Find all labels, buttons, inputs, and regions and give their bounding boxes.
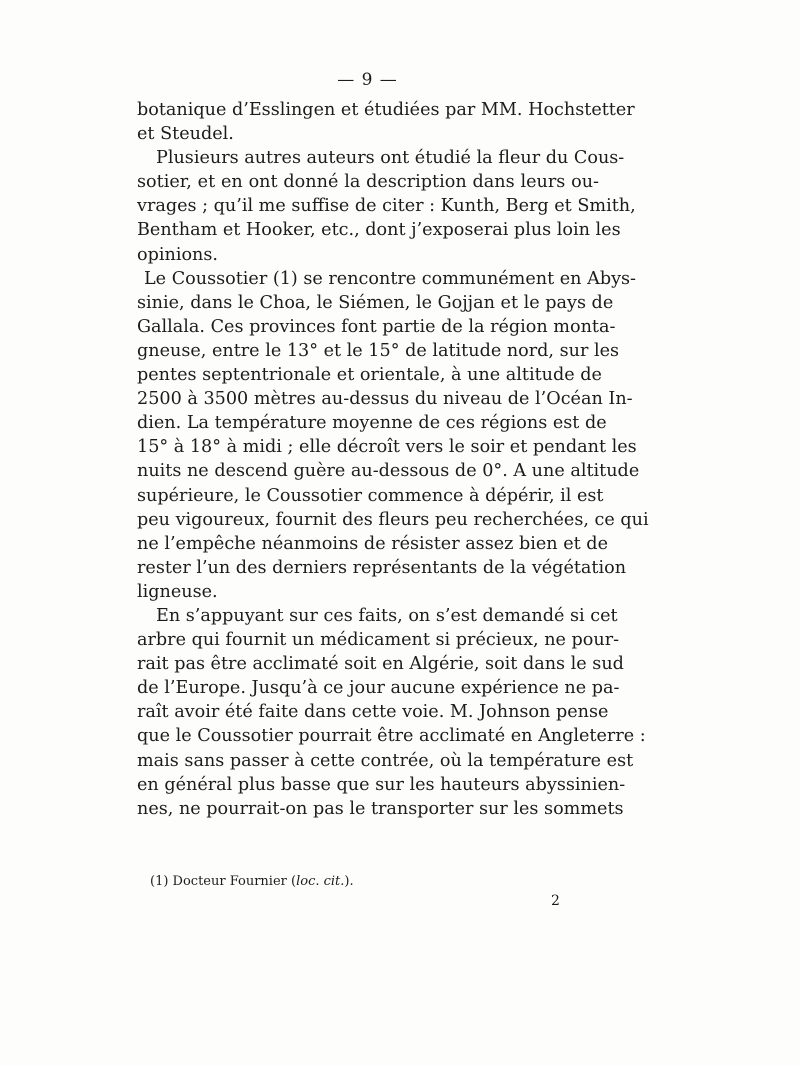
text-line: peu vigoureux, fournit des fleurs peu recherchées, ce qui (137, 509, 649, 530)
text-line: sinie, dans le Choa, le Siémen, le Gojjan et le pays de (137, 292, 614, 313)
text-line: Le Coussotier (1) se rencontre communément en Abys- (144, 268, 636, 289)
text-line: 15° à 18° à midi ; elle décroît vers le soir et pendant les (137, 437, 637, 458)
text-line: que le Coussotier pourrait être acclimaté en Angleterre : (137, 726, 646, 747)
text-line: rester l’un des derniers représentants de la végétation (137, 557, 627, 578)
text-line: En s’appuyant sur ces faits, on s’est demandé si cet (156, 605, 618, 626)
body-text (137, 98, 649, 821)
text-line: de l’Europe. Jusqu’à ce jour aucune expérience ne pa- (137, 678, 620, 699)
text-line: et Steudel. (137, 124, 234, 145)
text-line: Bentham et Hooker, etc., dont j’exposerai plus loin les (137, 220, 621, 241)
page-number: — 9 — (337, 70, 398, 90)
text-line: mais sans passer à cette contrée, où la température est (137, 750, 634, 771)
text-line: 2500 à 3500 mètres au-dessus du niveau de l’Océan In- (137, 389, 633, 410)
text-line: pentes septentrionale et orientale, à une altitude de (137, 365, 602, 386)
text-line: ne l’empêche néanmoins de résister assez bien et de (137, 533, 608, 554)
text-line: nes, ne pourrait-on pas le transporter sur les sommets (137, 798, 624, 819)
text-line: supérieure, le Coussotier commence à dépérir, il est (137, 485, 604, 506)
text-line: nuits ne descend guère au-dessous de 0°. A une altitude (137, 461, 640, 482)
text-line: Gallala. Ces provinces font partie de la région monta- (137, 316, 616, 337)
signature-mark: 2 (551, 893, 560, 909)
text-line: ligneuse. (137, 581, 218, 602)
text-line: en général plus basse que sur les hauteurs abyssinien- (137, 774, 626, 795)
text-line: opinions. (137, 244, 218, 265)
text-line: vrages ; qu’il me suffise de citer : Kunth, Berg et Smith, (137, 196, 636, 217)
footnote-citation: loc. cit. (296, 874, 345, 889)
footnote (150, 874, 354, 889)
text-line: dien. La température moyenne de ces régions est de (137, 413, 607, 434)
text-line: botanique d’Esslingen et étudiées par MM. Hochstetter (137, 100, 635, 120)
text-line: raît avoir été faite dans cette voie. M. Johnson pense (137, 702, 609, 723)
text-line: gneuse, entre le 13° et le 15° de latitude nord, sur les (137, 340, 620, 361)
text-line: rait pas être acclimaté soit en Algérie, soit dans le sud (137, 654, 624, 675)
footnote-suffix: ). (344, 874, 354, 889)
text-line: arbre qui fournit un médicament si précieux, ne pour- (137, 630, 620, 651)
text-line: Plusieurs autres auteurs ont étudié la fleur du Cous- (156, 148, 625, 169)
text-line: sotier, et en ont donné la description dans leurs ou- (137, 172, 599, 193)
footnote-prefix: (1) Docteur Fournier ( (150, 874, 297, 889)
